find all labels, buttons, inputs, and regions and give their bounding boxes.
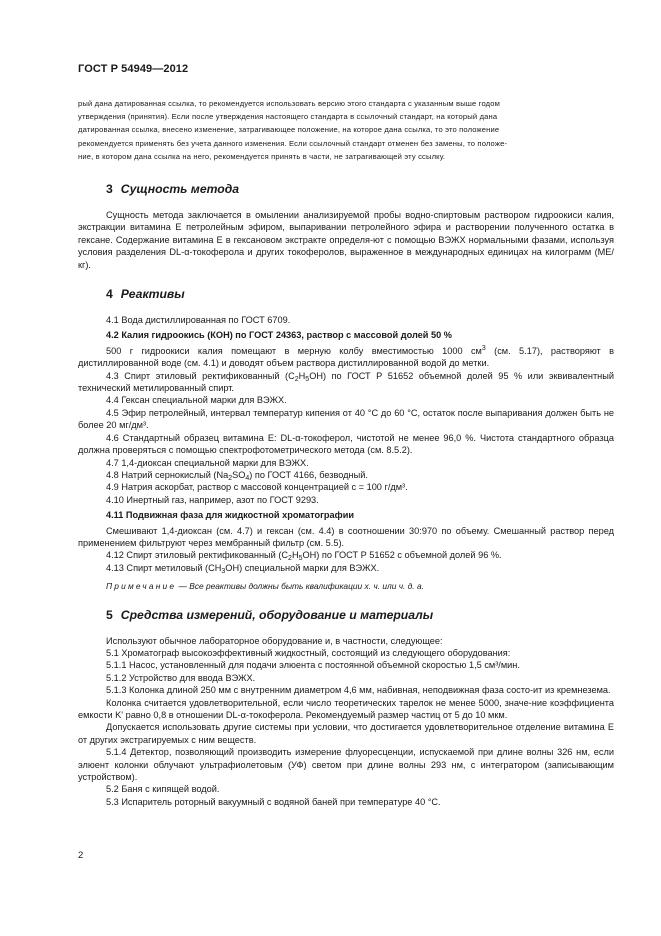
section-3-heading <box>78 182 614 197</box>
intro-line: рекомендуется применять без учета данного изменения. Если ссылочный стандарт отменен без замены, то положе- <box>78 138 508 148</box>
alternative-systems: Допускается использовать другие системы при условии, что достигается удовлетворительное отделение витамина Е от других экстрагируемых с ним веществ. <box>78 722 614 745</box>
item-5-1-1: 5.1.1 Насос, установленный для подачи элюента с постоянной объемной скоростью 1,5 см³/мин. <box>106 660 520 671</box>
section-title: Средства измерений, оборудование и материалы <box>120 607 434 622</box>
reagents-note <box>78 580 614 592</box>
note-text: — Все реактивы должны быть квалификации х. ч. или ч. д. а. <box>176 581 424 592</box>
item-4-10: 4.10 Инертный газ, например, азот по ГОСТ 9293. <box>106 494 319 505</box>
item-4-1: 4.1 Вода дистиллированная по ГОСТ 6709. <box>106 315 291 326</box>
section-4-heading <box>78 287 614 302</box>
document-header: ГОСТ Р 54949—2012 <box>78 63 189 75</box>
item-4-12: 4.12 Спирт этиловый ректификованный $(C_2H_5OH)$ по ГОСТ Р 51652 с объемной долей 96 %. <box>106 550 502 563</box>
item-4-9: 4.9 Натрия аскорбат, раствор с массовой концентрацией c = 100 г/дм³. <box>106 482 408 493</box>
section-number: 4 <box>106 287 113 302</box>
section-number: 5 <box>106 607 113 622</box>
column-requirements: Колонка считается удовлетворительной, если число теоретических тарелок не менее 5000, значе-ние коэффициента емкости K' равно 0,8 в отношении DL-α-токоферола. Рекомендуемый размер частиц от 5 до 10 мкм. <box>78 697 614 721</box>
item-5-1-4: 5.1.4 Детектор, позволяющий производить измерение флуоресценции, испускаемой при длине волны 326 нм, если элюент колонки облучают ультрафиолетовым (УФ) светом при длине волны 293 нм, с интегратором (записывающим устройством). <box>78 747 614 783</box>
intro-line: датированная ссылка, внесено изменение, затрагивающее положение, на которое дана ссылка, то это положение <box>78 125 500 135</box>
item-5-1-2: 5.1.2 Устройство для ввода ВЭЖХ. <box>106 672 256 683</box>
section-title: Сущность метода <box>120 182 240 197</box>
document-body <box>78 97 614 808</box>
intro-line: рый дана датированная ссылка, то рекомендуется использовать версию этого стандарта с указанным выше годом <box>78 99 500 108</box>
section-3-paragraph: Сущность метода заключается в омылении анализируемой пробы водно-спиртовым раствором гидроокиси калия, экстракции витамина Е петролейным эфиром, выпаривании петролейного эфира и растворении полученного остатка в гексане. Содержание витамина Е в гексановом экстракте определя-ют с помощью ВЭЖХ нормальными фазами, используя условия разделения DL-α-токоферола и других токоферолов, выраженное в международных единицах на килограмм (МЕ/кг). <box>78 210 614 270</box>
note-label: Примечание <box>106 581 177 592</box>
intro-paragraph <box>78 97 614 163</box>
item-4-2-text: 500 г гидроокиси калия помещают в мерную колбу вместимостью 1000 $см^3$ (см. 5.17), растворяют в дистиллированной воде (см. 4.1) и доводят объем раствора дистиллированной водой до метки. <box>78 344 614 369</box>
item-5-1: 5.1 Хроматограф высокоэффективный жидкостный, состоящий из следующего оборудования: <box>106 647 511 658</box>
item-4-2: 4.2 Калия гидроокись (КОН) по ГОСТ 24363, раствор с массовой долей 50 % <box>106 330 452 341</box>
item-4-7: 4.7 1,4-диоксан специальной марки для ВЭЖХ. <box>106 457 309 468</box>
intro-line: утверждения (принятия). Если после утверждения настоящего стандарта в ссылочный стандарт, на который дана <box>78 112 498 122</box>
item-4-3: 4.3 Спирт этиловый ректификованный $(C_2H_5OH)$ по ГОСТ Р 51652 объемной долей 95 % или эквивалентный технический метилированный спирт. <box>78 370 614 394</box>
page-number: 2 <box>78 850 84 861</box>
item-5-1-3: 5.1.3 Колонка длиной 250 мм с внутренним диаметром 4,6 мм, набивная, неподвижная фаза состо-ит из кремнезема. <box>106 685 611 696</box>
section-title: Реактивы <box>120 287 185 302</box>
section-number: 3 <box>106 182 113 197</box>
item-4-8: 4.8 Натрий сернокислый $(Na_2SO_4)$ по ГОСТ 4166, безводный. <box>106 469 368 482</box>
section-5-heading <box>78 608 614 623</box>
item-5-3: 5.3 Испаритель роторный вакуумный с водяной баней при температуре 40 °С. <box>106 796 441 807</box>
item-4-11-text: Смешивают 1,4-диоксан (см. 4.7) и гексан (см. 4.4) в соотношении 30:970 по объему. Смешанный раствор перед применением фильтруют через мембранный фильтр (см. 5.5). <box>78 525 614 548</box>
item-4-4: 4.4 Гексан специальной марки для ВЭЖХ. <box>106 395 287 406</box>
item-5-2: 5.2 Баня с кипящей водой. <box>106 784 220 795</box>
section-5-intro: Используют обычное лабораторное оборудование и, в частности, следующее: <box>106 635 443 646</box>
item-4-13: 4.13 Спирт метиловый $(CH_3OH)$ специальной марки для ВЭЖХ. <box>106 562 380 575</box>
intro-line: ние, в котором дана ссылка на него, рекомендуется принять в части, не затрагивающей эту ссылку. <box>78 151 446 161</box>
item-4-5: 4.5 Эфир петролейный, интервал температур кипения от 40 °С до 60 °С, остаток после выпаривания должен быть не более 20 мг/дм³. <box>78 407 614 431</box>
item-4-6: 4.6 Стандартный образец витамина Е: DL-α-токоферол, чистотой не менее 96,0 %. Чистота стандартного образца должна проверяться с помощью спектрофотометрического метода (см. 8.5.2). <box>78 432 614 456</box>
item-4-11: 4.11 Подвижная фаза для жидкостной хроматографии <box>106 510 354 521</box>
